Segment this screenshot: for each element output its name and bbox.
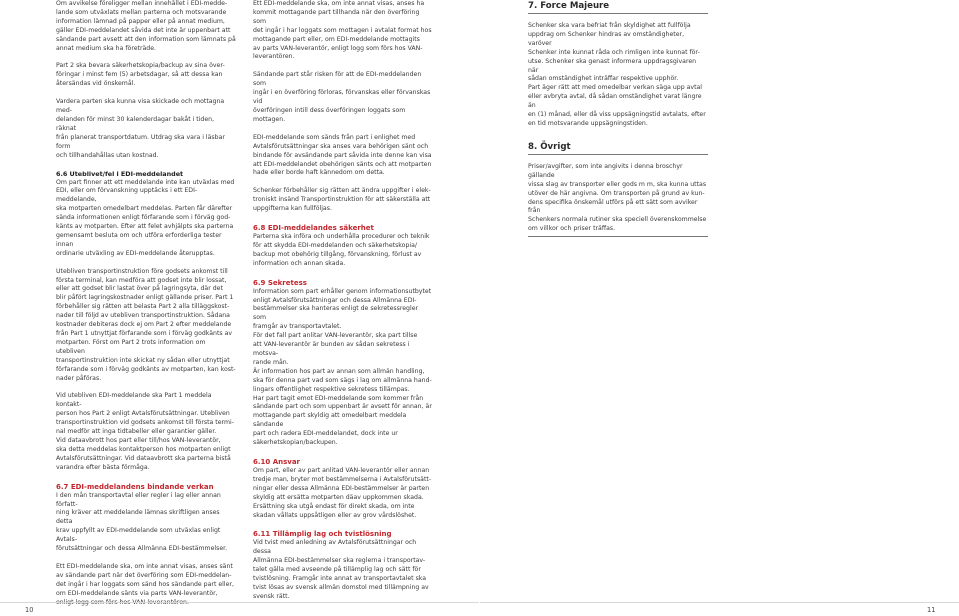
section-heading-6-11: 6.11 Tillämplig lag och tvistlösning <box>253 530 392 539</box>
paragraph: Schenker ska vara befriat från skyldighet att fullfölja uppdrag om Schenker hindras av omständigheter, varöver Schenker inte kunnat råda och rimligen inte kunnat för- utse. Schenker ska genast informera uppdragsgivaren när sådan omständighet inträffar respektive upphör. Part äger rätt att med omedelbar verkan säga upp avtal eller avbryta avtal, då sådan omständighet varat längre än en (1) månad, eller då viss uppsägningstid avtalats, efter en tid motsvarande uppsägningstiden. <box>528 22 706 127</box>
middle-column <box>253 0 433 602</box>
paragraph: Om part finner att ett meddelande inte kan utväxlas med EDI, eller om förvanskning upptäcks i ett EDI-meddelande, ska motparten omedelbart meddelas. Parten får därefter sända informationen enligt förfarande som i förväg god- känts av motparten. Efter att felet avhjälpts ska parterna gemensamt besluta om och utföra erforderliga tester innan ordinarie utväxling av EDI-meddelande återupptas. <box>56 178 235 257</box>
paragraph: Vid tvist med anledning av Avtalsförutsättningar och dessa Allmänna EDI-bestämmelser ska reglerna i transportav- talet gälla med avseende på tillämplig lag och sätt för tvistlösning. Framgår inte annat av transportavtalet ska tvist lösas av svensk allmän domstol med tillämpning av svensk rätt. <box>253 539 429 600</box>
paragraph: Information som part erhåller genom informationsutbytet enligt Avtalsförutsättningar och dessa Allmänna EDI- bestämmelser ska hanteras enligt de sekretessregler som framgår av transportavtalet. För det fall part anlitar VAN-leverantör, ska part tillse att VAN-leverantör är bunden av sådan sekretess i motsva- rande mån. Är information hos part av annan som allmän handling, ska för denna part vad som sägs i lag om allmänna hand- lingars offentlighet respektive sekretess tillämpas. Har part tagit emot EDI-meddelande som kommer från sändande part och som uppenbart är avsett för annan, är mottagande part skyldig att omedelbart meddela sändande part och radera EDI-meddelandet, dock inte ur säkerhetskopian/backupen. <box>253 287 432 447</box>
section-heading-7: 7. Force Majeure <box>528 1 610 11</box>
paragraph: Ett EDI-meddelande ska, om inte annat visas, anses sänt av sändande part när det överföring som EDI-meddelan- det ingår i har loggats som sänd hos sändande part eller, om EDI-meddelande sänts via parts VAN-leverantör, enligt logg som förs hos VAN-leverantören. <box>56 562 234 606</box>
page-number-right: 11 <box>927 606 936 614</box>
section-heading-6-8: 6.8 EDI-meddelandes säkerhet <box>253 224 374 233</box>
closing-rule <box>528 236 708 237</box>
paragraph: Parterna ska införa och underhålla procedurer och teknik för att skydda EDI-meddelanden och säkerhetskopia/ backup mot obehörig tillgång, förvanskning, förlust av information och annan skada. <box>253 233 430 267</box>
page-number-left: 10 <box>25 606 34 614</box>
section-heading-6-6: 6.6 Uteblivet/fel i EDI-meddelandet <box>56 169 184 178</box>
section-heading-6-7: 6.7 EDI-meddelandens bindande verkan <box>56 482 214 491</box>
paragraph: Om avvikelse föreligger mellan innehållet i EDI-medde- lande som utväxlats mellan parterna och motsvarande information lämnad på papper eller på annat medium, gäller EDI-meddelandet såvida det inte är uppenbart att sändande part avsett att den information som lämnats på annat medium ska ha företräde. <box>56 0 236 52</box>
paragraph: I den mån transportavtal eller regler i lag eller annan författ- ning kräver att meddelande lämnas skriftligen anses detta krav uppfyllt av EDI-meddelande som utväxlas enligt Avtals- förutsättningar och dessa Allmänna EDI-bestämmelser. <box>56 491 228 553</box>
paragraph: Sändande part står risken för att de EDI-meddelanden som ingår i en överföring förloras, förvanskas eller förvanskas vid överföringen intill dess överföringen loggats som mottagen. <box>253 71 431 123</box>
section-heading-6-9: 6.9 Sekretess <box>253 278 307 287</box>
paragraph: Part 2 ska bevara säkerhetskopia/backup av sina över- föringar i minst fem (5) arbetsdagar, så att dessa kan återsändas vid önskemål. <box>56 62 225 88</box>
footer-divider <box>480 602 959 603</box>
paragraph: Vardera parten ska kunna visa skickade och mottagna med- delanden för minst 30 kalenderdagar bakåt i tiden, räknat från planerat transportdatum. Utdrag ska vara i läsbar form och tillhandahållas utan kostnad. <box>56 98 225 159</box>
section-heading-6-10: 6.10 Ansvar <box>253 457 301 466</box>
paragraph: Priser/avgifter, som inte angivits i denna broschyr gällande vissa slag av transporter eller gods m m, ska kunna uttas utöver de här angivna. Om transporten på grund av kun- dens specifika önskemål utförs på ett sätt som avviker från Schenkers normala rutiner ska speciell överenskommelse om villkor och priser träffas. <box>528 162 707 233</box>
paragraph: Ett EDI-meddelande ska, om inte annat visas, anses ha kommit mottagande part tillhanda när den överföring som det ingår i har loggats som mottagen i avtalat format hos mottagande part eller, om EDI-meddelande mottagits av parts VAN-leverantör, enligt logg som förs hos VAN- leverantören. <box>253 0 432 61</box>
heading-rule <box>528 13 708 14</box>
right-column <box>528 0 708 237</box>
paragraph: Schenker förbehåller sig rätten att ändra uppgifter i elek- troniskt insänd Transportinstruktion för att säkerställa att uppgifterna kan fullföljas. <box>253 187 431 213</box>
paragraph: Om part, eller av part anlitad VAN-leverantör eller annan tredje man, bryter mot bestämmelserna i Avtalsförutsätt- ningar eller dessa Allmänna EDI-bestämmelser är parten skyldig att ersätta motparten däav uppkommen skada. Ersättning ska utgå endast för direkt skada, om inte skadan vållats uppsåtligen eller av grov vårdslöshet. <box>253 466 432 519</box>
paragraph: EDI-meddelande som sänds från part i enlighet med Avtalsförutsättningar ska anses vara behörigen sänt och bindande för avsändande part såvida inte denne kan visa att EDI-meddelandet obehörigen sänts och att motparten hade eller borde haft kännedom om detta. <box>253 133 432 177</box>
section-heading-8: 8. Övrigt <box>528 141 571 152</box>
heading-rule <box>528 154 708 155</box>
left-column <box>56 0 236 607</box>
paragraph: Vid utebliven EDI-meddelande ska Part 1 meddela kontakt- person hos Part 2 enligt Avtalsförutsättningar. Utebliven transportinstruktion vid godsets ankomst till första termi- nal medför att inga tidtabeller eller garantier gäller. Vid dataavbrott hos part eller till/hos VAN-leverantör, ska detta meddelas kontaktperson hos motparten enligt Avtalsförutsättningar. Vid dataavbrott ska parterna bistå varandra efter bästa förmåga. <box>56 392 234 471</box>
paragraph: Utebliven transportinstruktion före godsets ankomst till första terminal, kan medföra att godset inte blir lossat, eller att godset blir lastat över på lagringsyta, där det blir påfört lagringskostnader enligt gällande priser. Part 1 förbehåller sig rätten att belasta Part 2 alla tilläggskost- nader till följd av utebliven transportinstruktion. Sådana kostnader debiteras dock ej om Part 2 efter meddelande från Part 1 utnyttjat förfarande som i förväg godkänts av motparten. Först om Part 2 trots information om utebliven transportinstruktion inte skickat ny sådan eller utnyttjat förfarande som i förväg godkänts av motparten, kan kost- nader påföras. <box>56 267 236 382</box>
footer-divider <box>0 602 479 603</box>
